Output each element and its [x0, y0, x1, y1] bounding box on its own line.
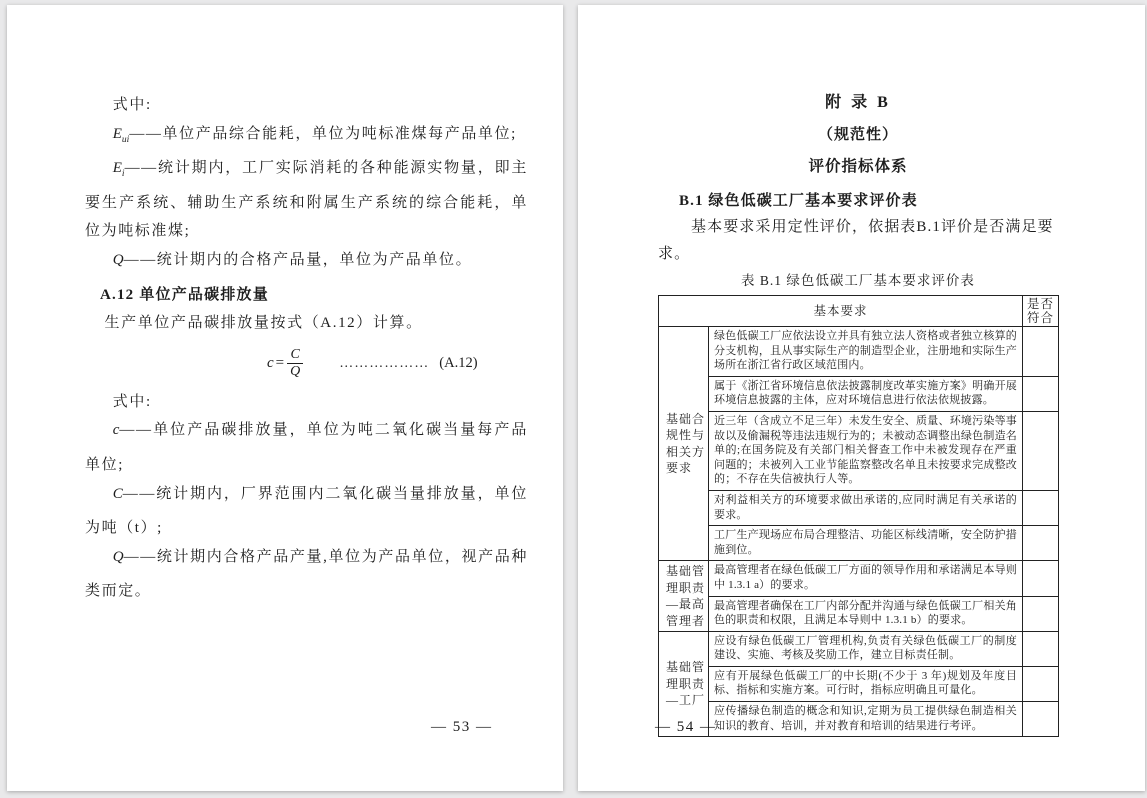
compliance-cell — [1023, 327, 1059, 377]
requirement-cell: 工厂生产现场应布局合理整洁、功能区标线清晰，安全防护措施到位。 — [709, 526, 1023, 561]
variable-symbol: $E_i$ — [112, 160, 125, 180]
compliance-cell — [1023, 526, 1059, 561]
table-caption: 表 B.1 绿色低碳工厂基本要求评价表 — [741, 273, 975, 288]
definition-eui — [85, 120, 528, 155]
section-heading-b1: B.1 绿色低碳工厂基本要求评价表 — [679, 193, 918, 209]
formula-leader-dots: ……………… — [339, 355, 430, 371]
normative-label: （规范性） — [817, 127, 898, 143]
document-page-54 — [578, 5, 1145, 791]
appendix-heading: 附 录 B — [825, 94, 891, 111]
equals-sign: = — [275, 355, 285, 372]
compliance-cell — [1023, 596, 1059, 631]
requirement-cell: 绿色低碳工厂应依法设立并具有独立法人资格或者独立核算的分支机构，且从事实际生产的制造型企业，注册地和实际生产场所在浙江省行政区域范围内。 — [709, 327, 1023, 377]
compliance-cell — [1023, 490, 1059, 525]
formula-intro: 生产单位产品碳排放量按式（A.12）计算。 — [104, 315, 423, 332]
table-row — [659, 702, 1059, 737]
appendix-title: 评价指标体系 — [808, 158, 908, 175]
header-compliance: 是否符合 — [1023, 296, 1059, 327]
variable-symbol: C — [112, 485, 123, 502]
evaluation-table-b1 — [658, 295, 1059, 737]
definition-text: ——统计期内，厂界范围内二氧化碳当量排放量，单位为吨（t）; — [85, 485, 528, 537]
requirement-cell: 应传播绿色制造的概念和知识,定期为员工提供绿色制造相关知识的教育、培训，并对教育和培训的结果进行考评。 — [709, 702, 1023, 737]
definition-text: ——单位产品综合能耗，单位为吨标准煤每产品单位; — [129, 125, 517, 142]
table-intro: 基本要求采用定性评价，依据表B.1评价是否满足要求。 — [658, 219, 1054, 262]
where-label: 式中: — [112, 97, 152, 113]
table-row — [659, 526, 1059, 561]
section-heading-a12: A.12 单位产品碳排放量 — [100, 286, 269, 303]
requirement-cell: 最高管理者在绿色低碳工厂方面的领导作用和承诺满足本导则中 1.3.1 a）的要求。 — [709, 561, 1023, 596]
fraction-denominator: Q — [287, 363, 303, 380]
requirement-cell: 属于《浙江省环境信息依法披露制度改革实施方案》明确开展环境信息披露的主体，应对环境信息进行依法依规披露。 — [709, 376, 1023, 411]
compliance-cell — [1023, 702, 1059, 737]
variable-symbol: Q — [112, 548, 124, 565]
variable-symbol: $E_{ui}$ — [112, 125, 130, 145]
definition-q2 — [85, 543, 528, 606]
definition-ei — [85, 154, 528, 246]
definition-c-lower — [85, 416, 528, 479]
header-basic-requirements: 基本要求 — [659, 296, 1023, 327]
table-row — [659, 327, 1059, 377]
category-cell-factory: 基础管理职责—工厂 — [659, 631, 709, 737]
category-cell-top-management: 基础管理职责—最高管理者 — [659, 561, 709, 631]
requirement-cell: 应设有绿色低碳工厂管理机构,负责有关绿色低碳工厂的制度建设、实施、考核及奖励工作，建立目标责任制。 — [709, 631, 1023, 666]
compliance-cell — [1023, 666, 1059, 701]
table-row — [659, 666, 1059, 701]
compliance-cell — [1023, 561, 1059, 596]
definition-text: ——单位产品碳排放量，单位为吨二氧化碳当量每产品单位; — [85, 422, 528, 473]
definition-text: ——统计期内，工厂实际消耗的各种能源实物量，即主要生产系统、辅助生产系统和附属生产系统的综合能耗，单位为吨标准煤; — [85, 160, 528, 240]
definition-q1 — [85, 246, 528, 281]
definition-text: ——统计期内合格产品产量,单位为产品单位，视产品种类而定。 — [85, 548, 528, 600]
variable-symbol: Q — [112, 251, 124, 268]
formula-lhs: c — [267, 355, 274, 372]
compliance-cell — [1023, 376, 1059, 411]
variable-symbol: c — [112, 422, 120, 439]
category-cell-compliance-stakeholders: 基础合规性与相关方要求 — [659, 327, 709, 561]
page-54-body — [658, 93, 1058, 737]
fraction-numerator: C — [290, 347, 300, 363]
formula-number: (A.12) — [439, 355, 478, 372]
definition-text: ——统计期内的合格产品量，单位为产品单位。 — [123, 251, 473, 268]
requirement-cell: 对利益相关方的环境要求做出承诺的,应同时满足有关承诺的要求。 — [709, 490, 1023, 525]
where-label: 式中: — [112, 393, 152, 410]
table-row — [659, 596, 1059, 631]
requirement-cell: 应有开展绿色低碳工厂的中长期(不少于 3 年)规划及年度目标、指标和实施方案。可行时，指标应明确且可量化。 — [709, 666, 1023, 701]
formula-a12 — [85, 340, 528, 388]
definition-c-upper — [85, 480, 528, 543]
table-row — [659, 411, 1059, 490]
requirement-cell: 最高管理者确保在工厂内部分配并沟通与绿色低碳工厂相关角色的职责和权限，且满足本导则中 1.3.1 b）的要求。 — [709, 596, 1023, 631]
table-row — [659, 631, 1059, 666]
table-row — [659, 376, 1059, 411]
fraction — [287, 347, 303, 380]
page-53-body — [85, 91, 528, 606]
table-row — [659, 561, 1059, 596]
table-header-row — [659, 296, 1059, 327]
compliance-cell — [1023, 631, 1059, 666]
table-row — [659, 490, 1059, 525]
page-number-54: — 54 — — [655, 719, 717, 735]
compliance-cell — [1023, 411, 1059, 490]
page-number-53: — 53 — — [431, 719, 493, 735]
requirement-cell: 近三年（含成立不足三年）未发生安全、质量、环境污染等事故以及偷漏税等违法违规行为的；未被动态调整出绿色制造名单的;在国务院及有关部门相关督查工作中未被发现存在严重问题的；未被列入工业节能监察整改名单且未按要求完成整改的；不存在失信被执行人等。 — [709, 411, 1023, 490]
document-page-53 — [7, 5, 563, 791]
